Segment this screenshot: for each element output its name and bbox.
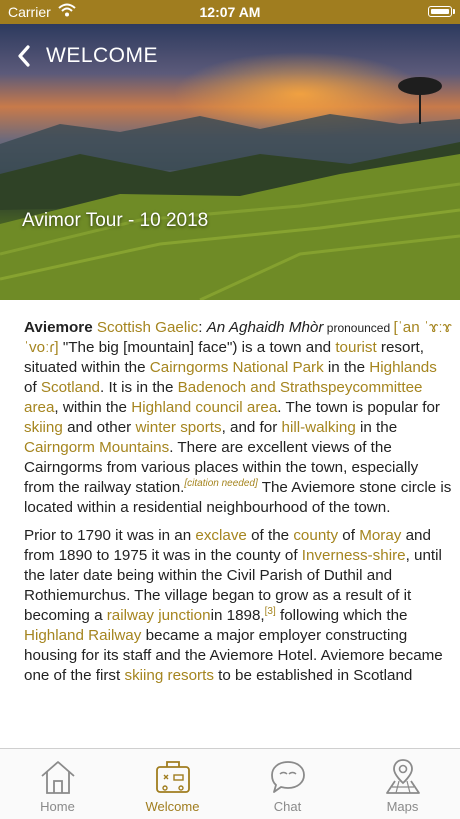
article-paragraph-1: Aviemore Scottish Gaelic: An Aghaidh Mhòr pronounced [ˈan ˈɤːɤ ˈvoːɾ] "The big [mountain] face") is a town and tourist resort, situated within the Cairngorms National Park in the Highlands of Scotland. It is in the Badenoch and Strathspeycommittee area, within the Highland council area. The town is popular for skiing and other winter sports, and for hill-walking in the Cairngorm Mountains. There are excellent views of the Cairngorms from various places within the town, especially from the railway station.[citation needed] The Aviemore stone circle is located within a residential neighbourhood of the town. [24, 319, 452, 516]
home-icon [38, 757, 78, 797]
link-tourist[interactable]: tourist [335, 339, 377, 356]
link-pronunciation[interactable]: [ˈan ˈɤːɤ ˈvoːɾ] [24, 319, 452, 356]
article-paragraph-2: Prior to 1790 it was in an exclave of the county of Moray and from 1890 to 1975 it was in the county of Inverness-shire, until the later date being within the Civil Parish of Duthil and Rothiemurchus. The village began to grow as a result of it becoming a railway junctionin 1898,[3] following which the Highland Railway became a major employer constructing housing for its staff and the Aviemore Hotel. Aviemore became one of the first skiing resorts to be established in Scotland [24, 527, 443, 684]
link-exclave[interactable]: exclave [195, 527, 247, 544]
article-body[interactable] [0, 300, 460, 748]
tab-maps[interactable] [345, 749, 460, 819]
link-railway-junction[interactable]: railway junction [106, 607, 211, 624]
back-arrow-icon[interactable] [16, 44, 32, 68]
link-moray[interactable]: Moray [359, 527, 402, 544]
status-bar [0, 0, 460, 24]
article-term: Aviemore [24, 319, 93, 336]
tab-bar [0, 748, 460, 819]
link-highland-railway[interactable]: Highland Railway [24, 627, 142, 644]
carrier-label: Carrier [8, 4, 51, 20]
link-cairngorms-national-park[interactable]: Cairngorms National Park [149, 359, 324, 376]
link-county[interactable]: county [293, 527, 339, 544]
link-highlands[interactable]: Highlands [369, 359, 437, 376]
hero-banner [0, 24, 460, 300]
tab-welcome-label: Welcome [145, 799, 200, 814]
battery-icon [428, 6, 452, 17]
link-cairngorm-mountains[interactable]: Cairngorm Mountains [24, 439, 170, 456]
link-highland-council-area[interactable]: Highland council area [131, 399, 278, 416]
clock: 12:07 AM [199, 4, 261, 20]
link-hill-walking[interactable]: hill-walking [281, 419, 356, 436]
screen-title[interactable]: WELCOME [46, 44, 159, 67]
link-skiing[interactable]: skiing [24, 419, 63, 436]
tab-maps-label: Maps [386, 799, 419, 814]
link-skiing-resorts[interactable]: skiing resorts [124, 667, 214, 684]
link-inverness-shire[interactable]: Inverness-shire [301, 547, 406, 564]
link-scottish-gaelic[interactable]: Scottish Gaelic [96, 319, 199, 336]
citation-needed-link[interactable]: [citation needed] [184, 477, 258, 489]
link-badenoch[interactable]: Badenoch and Strathspeycommittee area [24, 379, 423, 416]
chat-icon [268, 757, 308, 797]
tab-home-label: Home [40, 799, 75, 814]
map-icon [383, 757, 423, 797]
tab-chat[interactable] [230, 749, 345, 819]
battery-tip [453, 9, 455, 14]
tab-welcome[interactable] [115, 749, 230, 819]
link-winter-sports[interactable]: winter sports [135, 419, 222, 436]
tour-caption: Avimor Tour - 10 2018 [22, 210, 209, 231]
link-scotland[interactable]: Scotland [40, 379, 100, 396]
tab-chat-label: Chat [273, 799, 302, 814]
tab-home[interactable] [0, 749, 115, 819]
reference-3-link[interactable]: [3] [264, 605, 276, 617]
suitcase-icon [153, 757, 193, 797]
